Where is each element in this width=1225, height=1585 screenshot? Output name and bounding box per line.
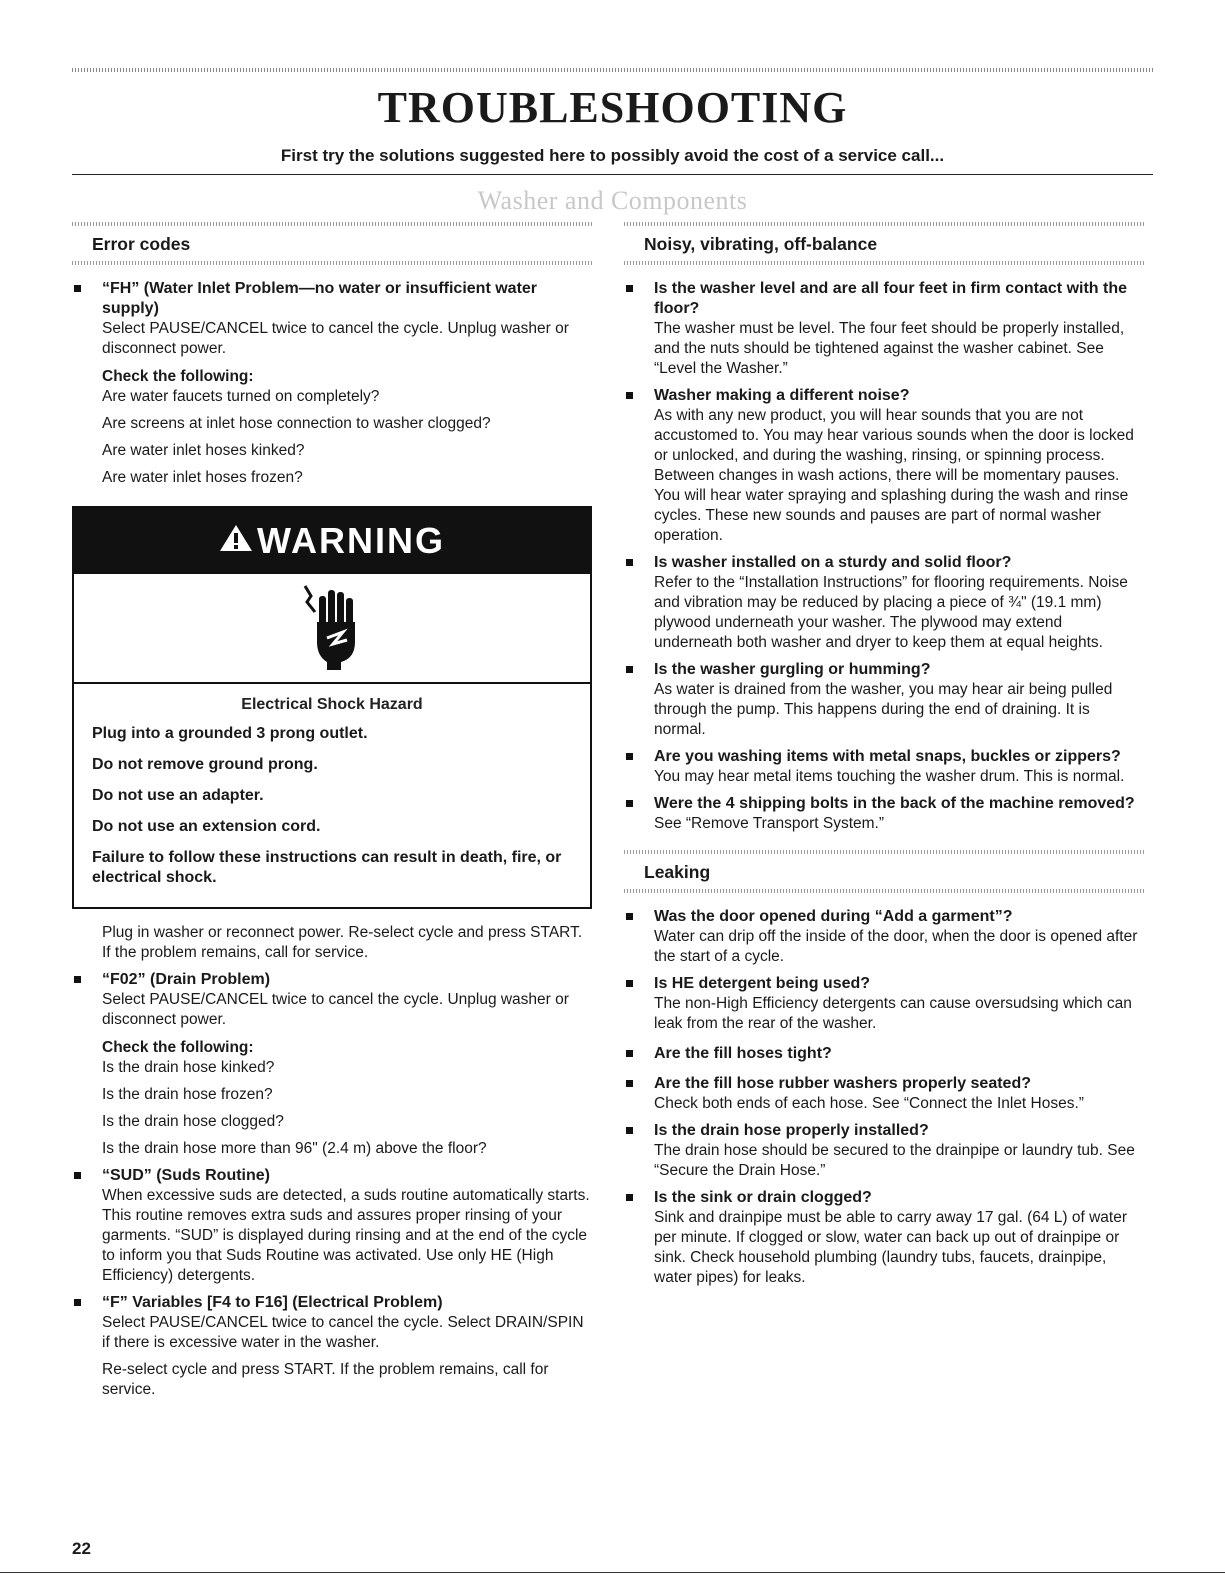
noisy-answer: See “Remove Transport System.” bbox=[654, 815, 884, 832]
noisy-answer: As with any new product, you will hear sounds that you are not accustomed to. You may hear various sounds when the door is locked or unlocked, and during the washing, rinsing, or spinning process. Between changes in wash actions, there will be momentary pauses. You will hear water spraying and splashing during the wash and rinse cycles. These new sounds and pauses are part of normal washer operation. bbox=[654, 407, 1134, 544]
fh-text: Select PAUSE/CANCEL twice to cancel the cycle. Unplug washer or disconnect power. bbox=[102, 320, 569, 357]
leaking-item bbox=[624, 1121, 1144, 1181]
leaking-item bbox=[624, 1044, 1144, 1064]
f02-text: Select PAUSE/CANCEL twice to cancel the cycle. Unplug washer or disconnect power. bbox=[102, 991, 569, 1028]
fh-check-3: Are water inlet hoses kinked? bbox=[102, 442, 305, 459]
bullet-icon bbox=[626, 913, 633, 920]
warning-header bbox=[74, 508, 590, 574]
sud-title: “SUD” (Suds Routine) bbox=[102, 1167, 270, 1184]
leaking-answer: Check both ends of each hose. See “Connect the Inlet Hoses.” bbox=[654, 1095, 1084, 1112]
warning-line-4: Do not use an extension cord. bbox=[92, 818, 321, 835]
bullet-icon bbox=[74, 1172, 81, 1179]
leaking-question: Is HE detergent being used? bbox=[654, 975, 871, 992]
noisy-item bbox=[624, 794, 1144, 834]
error-codes-heading: Error codes bbox=[92, 234, 191, 254]
warning-triangle-icon bbox=[219, 520, 253, 562]
fvar-text: Select PAUSE/CANCEL twice to cancel the cycle. Select DRAIN/SPIN if there is excessive water in the washer. bbox=[102, 1314, 584, 1351]
leaking-item bbox=[624, 974, 1144, 1034]
section-title: Washer and Components bbox=[477, 186, 748, 215]
leaking-question: Was the door opened during “Add a garment”? bbox=[654, 908, 1013, 925]
noisy-question: Are you washing items with metal snaps, buckles or zippers? bbox=[654, 748, 1121, 765]
bullet-icon bbox=[626, 1050, 633, 1057]
leaking-question: Is the drain hose properly installed? bbox=[654, 1122, 929, 1139]
bullet-icon bbox=[626, 285, 633, 292]
bullet-icon bbox=[74, 285, 81, 292]
f02-check-1: Is the drain hose kinked? bbox=[102, 1059, 275, 1076]
warning-hazard: Electrical Shock Hazard bbox=[241, 696, 423, 713]
bullet-icon bbox=[626, 980, 633, 987]
noisy-answer: You may hear metal items touching the washer drum. This is normal. bbox=[654, 768, 1125, 785]
leaking-heading: Leaking bbox=[644, 862, 711, 882]
dotted-rule bbox=[624, 889, 1144, 893]
bullet-icon bbox=[74, 1299, 81, 1306]
fvar-title: “F” Variables [F4 to F16] (Electrical Problem) bbox=[102, 1294, 443, 1311]
warning-label: WARNING bbox=[257, 520, 445, 561]
fh-check-4: Are water inlet hoses frozen? bbox=[102, 469, 303, 486]
noisy-question: Were the 4 shipping bolts in the back of the machine removed? bbox=[654, 795, 1135, 812]
noisy-question: Is washer installed on a sturdy and solid floor? bbox=[654, 554, 1012, 571]
after-warning-text: Plug in washer or reconnect power. Re-select cycle and press START. If the problem remains, call for service. bbox=[102, 924, 583, 961]
electrical-shock-hand-icon bbox=[297, 582, 367, 675]
bullet-icon bbox=[626, 559, 633, 566]
noisy-question: Washer making a different noise? bbox=[654, 387, 910, 404]
f02-error-item bbox=[72, 970, 592, 1159]
noisy-answer: As water is drained from the washer, you may hear air being pulled through the pump. This happens during the end of draining. It is normal. bbox=[654, 681, 1113, 738]
f02-check-2: Is the drain hose frozen? bbox=[102, 1086, 273, 1103]
leaking-question: Are the fill hose rubber washers properly seated? bbox=[654, 1075, 1031, 1092]
warning-line-1: Plug into a grounded 3 prong outlet. bbox=[92, 725, 368, 742]
top-dotted-rule bbox=[72, 68, 1153, 72]
sud-error-item bbox=[72, 1166, 592, 1286]
warning-line-3: Do not use an adapter. bbox=[92, 787, 264, 804]
fvar-text-2: Re-select cycle and press START. If the problem remains, call for service. bbox=[102, 1361, 549, 1398]
leaking-item bbox=[624, 1188, 1144, 1288]
leaking-question: Are the fill hoses tight? bbox=[654, 1045, 832, 1062]
fh-error-item bbox=[72, 279, 592, 488]
bullet-icon bbox=[626, 1127, 633, 1134]
leaking-answer: The drain hose should be secured to the drainpipe or laundry tub. See “Secure the Drain Hose.” bbox=[654, 1142, 1135, 1179]
leaking-item bbox=[624, 907, 1144, 967]
dotted-rule bbox=[624, 261, 1144, 265]
fh-check-1: Are water faucets turned on completely? bbox=[102, 388, 380, 405]
page-number: 22 bbox=[72, 1539, 91, 1558]
f02-check-3: Is the drain hose clogged? bbox=[102, 1113, 284, 1130]
bullet-icon bbox=[626, 753, 633, 760]
warning-box bbox=[72, 506, 592, 909]
dotted-rule bbox=[72, 261, 592, 265]
bullet-icon bbox=[626, 392, 633, 399]
f-variables-error-item bbox=[72, 1293, 592, 1400]
leaking-answer: Water can drip off the inside of the door, when the door is opened after the start of a cycle. bbox=[654, 928, 1138, 965]
noisy-answer: The washer must be level. The four feet should be properly installed, and the nuts should be tightened against the washer cabinet. See “Level the Washer.” bbox=[654, 320, 1125, 377]
leaking-answer: The non-High Efficiency detergents can cause oversudsing which can leak from the rear of the washer. bbox=[654, 995, 1132, 1032]
page-subtitle: First try the solutions suggested here to possibly avoid the cost of a service call... bbox=[280, 146, 945, 165]
subtitle-rule bbox=[72, 174, 1153, 175]
right-column bbox=[624, 222, 1144, 1288]
bottom-rule bbox=[0, 1572, 1225, 1573]
sud-text: When excessive suds are detected, a suds routine automatically starts. This routine removes extra suds and assures proper rinsing of your garments. “SUD” is displayed during rinsing and at the end of the cycle to inform you that Suds Routine was activated. Use only HE (High Efficiency) detergents. bbox=[102, 1187, 590, 1284]
noisy-item bbox=[624, 660, 1144, 740]
bullet-icon bbox=[626, 666, 633, 673]
bullet-icon bbox=[74, 976, 81, 983]
leaking-item bbox=[624, 1074, 1144, 1114]
warning-icon-row bbox=[74, 574, 590, 684]
noisy-answer: Refer to the “Installation Instructions” for flooring requirements. Noise and vibration may be reduced by placing a piece of ¾" (19.1 mm) plywood underneath your washer. The plywood may extend underneath both washer and dryer to keep them at equal heights. bbox=[654, 574, 1128, 651]
f02-check-label: Check the following: bbox=[102, 1039, 254, 1056]
bullet-icon bbox=[626, 800, 633, 807]
bullet-icon bbox=[626, 1080, 633, 1087]
leaking-question: Is the sink or drain clogged? bbox=[654, 1189, 872, 1206]
fh-check-2: Are screens at inlet hose connection to washer clogged? bbox=[102, 415, 491, 432]
noisy-item bbox=[624, 386, 1144, 546]
warning-body bbox=[74, 684, 590, 907]
f02-check-4: Is the drain hose more than 96" (2.4 m) above the floor? bbox=[102, 1140, 487, 1157]
bullet-icon bbox=[626, 1194, 633, 1201]
noisy-item bbox=[624, 747, 1144, 787]
page-title: TROUBLESHOOTING bbox=[377, 83, 848, 132]
fh-check-label: Check the following: bbox=[102, 368, 254, 385]
f02-title: “F02” (Drain Problem) bbox=[102, 971, 271, 988]
leaking-answer: Sink and drainpipe must be able to carry away 17 gal. (64 L) of water per minute. If clogged or slow, water can back up out of drainpipe or sink. Check household plumbing (laundry tubs, faucets, drainpipe, water pipes) for leaks. bbox=[654, 1209, 1128, 1286]
noisy-question: Is the washer gurgling or humming? bbox=[654, 661, 931, 678]
warning-line-5: Failure to follow these instructions can result in death, fire, or electrical shock. bbox=[92, 849, 562, 886]
noisy-item bbox=[624, 553, 1144, 653]
left-column bbox=[72, 222, 592, 1400]
noisy-item bbox=[624, 279, 1144, 379]
fh-title: “FH” (Water Inlet Problem—no water or insufficient water supply) bbox=[102, 280, 538, 317]
noisy-question: Is the washer level and are all four feet in firm contact with the floor? bbox=[654, 280, 1128, 317]
noisy-heading: Noisy, vibrating, off-balance bbox=[644, 234, 878, 254]
warning-line-2: Do not remove ground prong. bbox=[92, 756, 318, 773]
